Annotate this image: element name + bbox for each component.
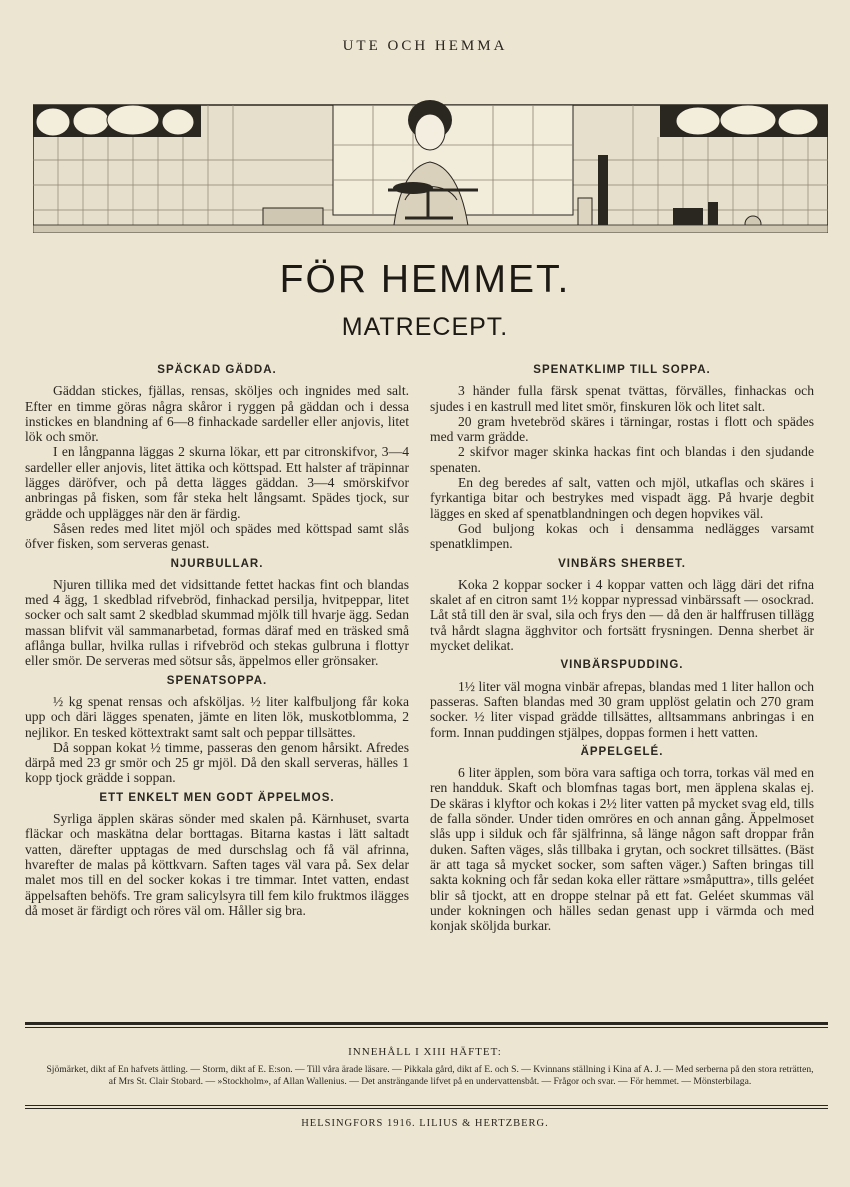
contents-heading: INNEHÅLL I XIII HÄFTET: [348, 1046, 502, 1058]
recipe-paragraph: God buljong kokas och i densamma nedlägges varsamt spenatklimpen. [430, 520, 814, 552]
page-subtitle: MATRECEPT. [341, 313, 509, 341]
recipe-paragraph: 3 händer fulla färsk spenat tvättas, förvälles, finhackas och sjudes i en kastrull med litet smör, finskuren lök och litet salt. [430, 383, 814, 414]
bottom-divider [25, 1103, 828, 1109]
recipe-paragraph: Koka 2 koppar socker i 4 koppar vatten och lägg däri det rifna skalet af en citron samt 1½ koppar nypressad vinbärssaft — osockrad. Låt stå till den är sval, sila och frys den — då den är halffrusen tillägg två hårdt slagna ägghvitor och fortsätt frysningen. Denna sherbet är mycket delikat. [430, 576, 814, 654]
recipe-heading: ETT ENKELT MEN GODT ÄPPELMOS. [99, 791, 335, 804]
recipe-paragraph: Njuren tillika med det vidsittande fettet hackas fint och blandas med 4 ägg, 1 skedblad rifvebröd, finhackad persilja, hvitpeppar, litet socker och salt samt 2 skedblad skummad mjölk till hvarje ägg. Sedan massan blifvit väl sammanarbetad, formas däraf med en träsked små aflånga bullar, hvilka rullas i rifvebröd och stekas gulbruna i flottyr eller smör. De serveras med sötsur sås, äppelmos eller grönsaker. [25, 576, 409, 669]
recipe-heading: VINBÄRS SHERBET. [558, 557, 686, 570]
recipe-appelgele [430, 745, 814, 934]
recipe-heading: VINBÄRSPUDDING. [560, 659, 684, 672]
recipe-vinbars-sherbet [430, 557, 814, 654]
recipe-heading: ÄPPELGELÉ. [580, 745, 664, 758]
recipe-paragraph: Gäddan stickes, fjällas, rensas, sköljes och ingnides med salt. Efter en timme göras några skåror i ryggen på gäddan och i dessa instickes en blandning af 6—8 finhackade sardeller eller anjovis, litet lök och smör. [25, 383, 409, 445]
contents-list: Sjömärket, dikt af En hafvets ättling. — Storm, dikt af E. E:son. — Till våra ärade läsare. — Pikkala gård, dikt af E. och S. — Kvinnans ställning i Kina af A. J. — Med serberna på den stora reträtten, af Mrs St. Clair Stobard. — »Stockholm», af Allan Wallenius. — Det ansträngande lifvet på en undervattensbåt. — Frågor och svar. — För hemmet. — Mönsterbilaga. [46, 1064, 814, 1087]
recipe-paragraph: Såsen redes med litet mjöl och spädes med köttspad samt slås öfver fisken, som serveras genast. [25, 520, 409, 552]
recipe-paragraph: 1½ liter väl mogna vinbär afrepas, blandas med 1 liter hallon och passeras. Saften blandas med 30 gram upplöst gelatin och 270 gram socker. ½ liter vispad grädde tillsättes, alltsammans anbringas i en form. Innan puddingen stjälpes, doppas formen i hett vatten. [430, 678, 814, 740]
running-head: UTE OCH HEMMA [342, 38, 508, 54]
recipe-heading: SPENATSOPPA. [166, 674, 268, 687]
divider-thin [25, 1027, 828, 1028]
recipe-paragraph: Då soppan kokat ½ timme, passeras den genom hårsikt. Afredes därpå med 23 gr smör och 25 gr mjöl. Då den skall serveras, hälles 1 kopp tjock grädde i soppan. [25, 739, 409, 786]
imprint: HELSINGFORS 1916. LILIUS & HERTZBERG. [301, 1118, 549, 1129]
recipe-paragraph: I en långpanna läggas 2 skurna lökar, ett par citronskifvor, 3—4 sardeller eller anjovis, litet ättika och köttspad. Ett halster af träpinnar lägges däröfver, och på detta lägges gäddan. 3—4 smörskifvor anbringas på fisken, som får steka helt långsamt. Spädes tjock, sur grädde och upplägges när den är färdig. [25, 444, 409, 521]
recipe-heading: NJURBULLAR. [170, 557, 264, 570]
recipe-paragraph: 20 gram hvetebröd skäres i tärningar, rostas i flott och spädes med varm grädde. [430, 413, 814, 445]
recipe-vinbarspudding [430, 658, 814, 739]
recipe-spenatklimp [430, 363, 814, 552]
recipe-paragraph: En deg beredes af salt, vatten och mjöl, utkaflas och skäres i fyrkantiga bitar och bestrykes med vispadt ägg. På hvarje degbit lägges en sked af spenatblandningen och degen hopvikes väl. [430, 475, 814, 521]
recipe-heading: SPENATKLIMP TILL SOPPA. [533, 364, 711, 376]
right-column [430, 358, 814, 937]
recipe-paragraph: 6 liter äpplen, som böra vara saftiga och torra, torkas väl med en ren handduk. Skaft och blomfnas tagas bort, men äpplena skalas ej. De skäras i klyftor och kokas i 2½ liter vatten på mycket svag eld, tills de falla sönder. Under tiden omröres en och annan gång. Äppelmoset slås upp i silduk och får själfrinna, så länge någon saft droppar från duken. Saften väges, slås tillbaka i grytan, och sockret tillsättes. (Bäst är att taga så mycket socker, som saften väger.) Saften bringas till sakta kokning och får sedan koka eller rättare »småputtra», tills geléet blir så tjockt, att en droppe stelnar på ett fat. Geléet skummas väl under kokningen och hälles sedan genast upp i värmda och med konjak sköljda burkar. [430, 765, 814, 934]
recipe-heading: SPÄCKAD GÄDDA. [157, 364, 277, 376]
divider-thin [25, 1108, 828, 1109]
recipe-spenatsoppa [25, 674, 409, 786]
recipe-paragraph: Syrliga äpplen skäras sönder med skalen på. Kärnhuset, svarta fläckar och maskätna delar borttagas. Bitarna kastas i lätt saltadt vatten, därefter upptagas de med durschslag och få väl afrinna, hvarefter de malas på köttkvarn. Saften tages väl vara på. Sex delar malet mos till en del socker kokas i tre timmar. Intet vatten, endast äppelsaften behöfs. Tre gram salicylsyra till fem kilo fruktmos ilägges då moset är färdigt och röres väl om. Håller sig bra. [25, 811, 409, 918]
left-column [25, 358, 409, 922]
recipe-paragraph: ½ kg spenat rensas och afsköljas. ½ liter kalfbuljong får koka upp och däri lägges spenaten, jämte en liten lök, muskotblomma, 2 nejlikor. En tesked köttextrakt samt salt och peppar tillsättes. [25, 693, 409, 740]
recipe-spackad-gadda [25, 363, 409, 552]
section-divider [25, 1022, 828, 1028]
recipe-njurbullar [25, 557, 409, 669]
divider-thin [25, 1105, 828, 1106]
recipe-paragraph: 2 skifvor mager skinka hackas fint och blandas i den sjudande spenaten. [430, 444, 814, 475]
recipe-appelmos [25, 791, 409, 918]
divider-thick [25, 1022, 828, 1025]
page-title: FÖR HEMMET. [279, 258, 571, 301]
kitchen-illustration [33, 90, 828, 233]
